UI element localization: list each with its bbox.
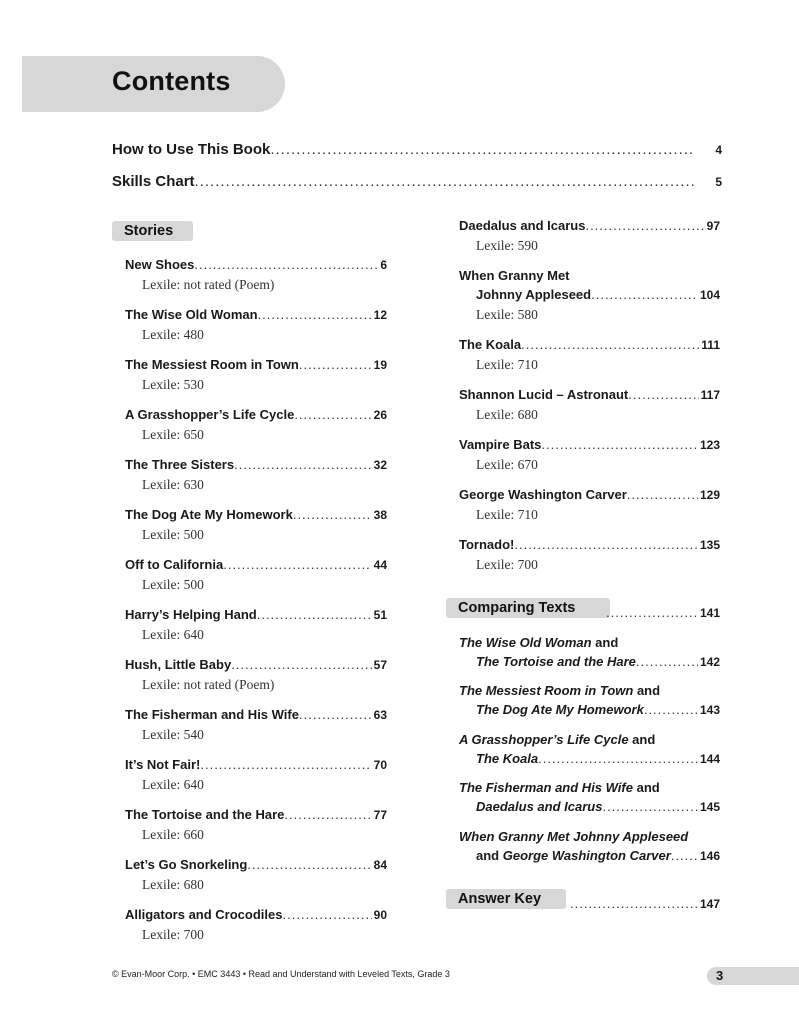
toc-entry-page: 146 bbox=[699, 849, 720, 863]
toc-entry-page: 26 bbox=[373, 408, 387, 422]
toc-entry-title: It’s Not Fair! bbox=[125, 757, 201, 772]
toc-entry-page: 123 bbox=[699, 438, 720, 452]
section-comparing-texts: Comparing Texts bbox=[446, 598, 610, 618]
toc-entry-title: New Shoes bbox=[125, 257, 195, 272]
leader-dots bbox=[514, 537, 698, 552]
toc-entry-title: Harry’s Helping Hand bbox=[125, 607, 257, 622]
lexile-level: Lexile: 540 bbox=[142, 727, 204, 742]
leader-dots bbox=[602, 799, 698, 814]
toc-entry-page: 32 bbox=[373, 458, 387, 472]
footer-text: © Evan-Moor Corp. • EMC 3443 • Read and Understand with Leveled Texts, Grade 3 bbox=[112, 969, 450, 979]
leader-dots bbox=[200, 757, 371, 772]
toc-entry[interactable] bbox=[125, 557, 387, 594]
toc-entry-title: The Messiest Room in Town bbox=[125, 357, 299, 372]
toc-entry-title: Hush, Little Baby bbox=[125, 657, 232, 672]
leader-dots bbox=[231, 657, 371, 672]
lexile-level: Lexile: 640 bbox=[142, 777, 204, 792]
leader-dots bbox=[270, 141, 694, 158]
toc-entry-title: A Grasshopper’s Life Cycle bbox=[459, 732, 629, 747]
lexile-level: Lexile: 580 bbox=[476, 307, 538, 322]
page-number: 3 bbox=[716, 968, 724, 983]
toc-entry-page: 104 bbox=[699, 288, 720, 302]
lexile-level: Lexile: 680 bbox=[476, 407, 538, 422]
toc-entry-title: The Koala bbox=[476, 751, 539, 766]
toc-entry[interactable] bbox=[125, 357, 387, 394]
toc-entry-page: 51 bbox=[373, 608, 387, 622]
toc-entry-page: 111 bbox=[701, 338, 720, 352]
toc-entry[interactable] bbox=[459, 537, 720, 574]
lexile-level: Lexile: 660 bbox=[142, 827, 204, 842]
lexile-level: Lexile: 680 bbox=[142, 877, 204, 892]
toc-entry-title: Johnny Appleseed bbox=[476, 287, 592, 302]
leader-dots bbox=[284, 807, 371, 822]
leader-dots bbox=[258, 307, 372, 322]
leader-dots bbox=[195, 173, 694, 190]
leader-dots bbox=[282, 907, 371, 922]
leader-dots bbox=[294, 407, 371, 422]
toc-entry[interactable] bbox=[125, 607, 387, 644]
lexile-level: Lexile: 530 bbox=[142, 377, 204, 392]
toc-entry-title: The Wise Old Woman bbox=[125, 307, 258, 322]
toc-entry-title: A Grasshopper’s Life Cycle bbox=[125, 407, 295, 422]
toc-entry-page: 143 bbox=[699, 703, 720, 717]
toc-entry[interactable] bbox=[125, 857, 387, 894]
toc-entry[interactable]: A Grasshopper’s Life Cycle and The Koala ..... 144 bbox=[459, 732, 720, 770]
toc-entry-title: George Washington Carver bbox=[502, 848, 671, 863]
toc-entry-title: Tornado! bbox=[459, 537, 515, 552]
lexile-level: Lexile: not rated (Poem) bbox=[142, 677, 275, 692]
toc-entry[interactable] bbox=[459, 218, 720, 255]
toc-entry[interactable]: The Messiest Room in Town and The Dog Ate My Homework ..... 143 bbox=[459, 683, 720, 721]
toc-entry-title: Daedalus and Icarus bbox=[476, 799, 603, 814]
toc-entry-title: Off to California bbox=[125, 557, 224, 572]
toc-entry[interactable] bbox=[459, 487, 720, 524]
toc-entry-page: 6 bbox=[380, 258, 387, 272]
toc-entry-answer-key[interactable] bbox=[570, 896, 720, 915]
toc-entry[interactable] bbox=[125, 507, 387, 544]
lexile-level: Lexile: 700 bbox=[476, 557, 538, 572]
leader-dots bbox=[299, 707, 372, 722]
leader-dots bbox=[585, 218, 704, 233]
toc-entry-page: 84 bbox=[373, 858, 387, 872]
leader-dots bbox=[234, 457, 372, 472]
toc-entry-page: 19 bbox=[373, 358, 387, 372]
lexile-level: Lexile: 700 bbox=[142, 927, 204, 942]
toc-entry[interactable] bbox=[125, 257, 387, 294]
lexile-level: Lexile: 650 bbox=[142, 427, 204, 442]
page-title: Contents bbox=[112, 66, 231, 96]
toc-entry-page: 144 bbox=[699, 752, 720, 766]
toc-entry-page: 77 bbox=[373, 808, 387, 822]
toc-entry-title: Shannon Lucid – Astronaut bbox=[459, 387, 629, 402]
lexile-level: Lexile: 670 bbox=[476, 457, 538, 472]
leader-dots bbox=[627, 487, 698, 502]
toc-entry-title: When Granny Met Johnny Appleseed bbox=[459, 829, 689, 844]
toc-entry-title: George Washington Carver bbox=[459, 487, 627, 502]
leader-dots bbox=[194, 257, 378, 272]
toc-entry-page: 12 bbox=[373, 308, 387, 322]
toc-entry-title: The Tortoise and the Hare bbox=[125, 807, 285, 822]
toc-entry-page: 141 bbox=[699, 606, 720, 620]
leader-dots bbox=[591, 287, 698, 302]
toc-entry-title: The Wise Old Woman bbox=[459, 635, 592, 650]
lexile-level: Lexile: 500 bbox=[142, 527, 204, 542]
toc-entry[interactable] bbox=[125, 407, 387, 444]
toc-entry[interactable] bbox=[125, 457, 387, 494]
leader-dots bbox=[541, 437, 698, 452]
toc-entry-page: 145 bbox=[699, 800, 720, 814]
toc-entry-title: The Messiest Room in Town bbox=[459, 683, 634, 698]
toc-entry-page: 38 bbox=[373, 508, 387, 522]
toc-entry-skills-chart[interactable] bbox=[112, 173, 722, 193]
leader-dots bbox=[293, 507, 372, 522]
toc-entry-title-line1: When Granny Met bbox=[459, 268, 570, 283]
toc-entry[interactable] bbox=[459, 268, 720, 324]
toc-entry-page: 90 bbox=[373, 908, 387, 922]
leader-dots bbox=[606, 605, 698, 620]
toc-entry-title: Let’s Go Snorkeling bbox=[125, 857, 248, 872]
lexile-level: Lexile: 710 bbox=[476, 507, 538, 522]
toc-entry-comparing-texts[interactable] bbox=[606, 605, 720, 624]
leader-dots bbox=[257, 607, 372, 622]
leader-dots bbox=[521, 337, 699, 352]
toc-entry[interactable] bbox=[125, 657, 387, 694]
leader-dots bbox=[644, 702, 698, 717]
toc-entry-page: 142 bbox=[699, 655, 720, 669]
toc-entry-page: 70 bbox=[373, 758, 387, 772]
toc-entry[interactable] bbox=[459, 337, 720, 374]
lexile-level: Lexile: 710 bbox=[476, 357, 538, 372]
toc-entry[interactable]: The Fisherman and His Wife and Daedalus and Icarus ..... 145 bbox=[459, 780, 720, 818]
toc-entry[interactable] bbox=[125, 907, 387, 944]
toc-entry[interactable] bbox=[459, 387, 720, 424]
toc-entry-page: 44 bbox=[373, 558, 387, 572]
lexile-level: Lexile: 500 bbox=[142, 577, 204, 592]
leader-dots bbox=[570, 896, 698, 911]
toc-entry-page: 4 bbox=[715, 143, 722, 157]
toc-entry-title: The Three Sisters bbox=[125, 457, 235, 472]
toc-entry-page: 57 bbox=[373, 658, 387, 672]
toc-entry-title: Alligators and Crocodiles bbox=[125, 907, 283, 922]
toc-entry-title: The Koala bbox=[459, 337, 522, 352]
toc-entry[interactable] bbox=[459, 437, 720, 474]
toc-entry-title: Skills Chart bbox=[112, 173, 195, 190]
toc-entry-title: The Dog Ate My Homework bbox=[125, 507, 293, 522]
lexile-level: Lexile: 640 bbox=[142, 627, 204, 642]
toc-entry[interactable] bbox=[125, 757, 387, 794]
leader-dots bbox=[628, 387, 698, 402]
toc-entry-page: 135 bbox=[699, 538, 720, 552]
toc-entry-title: Daedalus and Icarus bbox=[459, 218, 586, 233]
toc-entry[interactable]: The Wise Old Woman and The Tortoise and the Hare ..... 142 bbox=[459, 635, 720, 673]
section-answer-key: Answer Key bbox=[446, 889, 566, 909]
lexile-level: Lexile: 630 bbox=[142, 477, 204, 492]
leader-dots bbox=[636, 654, 698, 669]
leader-dots bbox=[538, 751, 698, 766]
leader-dots bbox=[671, 848, 698, 863]
toc-entry-page: 63 bbox=[373, 708, 387, 722]
toc-entry-title: Vampire Bats bbox=[459, 437, 542, 452]
lexile-level: Lexile: 590 bbox=[476, 238, 538, 253]
lexile-level: Lexile: 480 bbox=[142, 327, 204, 342]
toc-entry-title: The Dog Ate My Homework bbox=[476, 702, 644, 717]
leader-dots bbox=[299, 357, 372, 372]
toc-entry[interactable] bbox=[125, 707, 387, 744]
toc-entry-title: The Fisherman and His Wife bbox=[125, 707, 299, 722]
toc-entry-title: The Fisherman and His Wife bbox=[459, 780, 633, 795]
section-stories: Stories bbox=[112, 221, 193, 241]
lexile-level: Lexile: not rated (Poem) bbox=[142, 277, 275, 292]
toc-entry[interactable] bbox=[125, 807, 387, 844]
toc-entry-page: 97 bbox=[706, 219, 720, 233]
leader-dots bbox=[247, 857, 371, 872]
toc-entry-page: 117 bbox=[700, 388, 720, 402]
toc-entry-how-to-use[interactable] bbox=[112, 141, 722, 161]
toc-entry-page: 129 bbox=[699, 488, 720, 502]
toc-entry-title: How to Use This Book bbox=[112, 141, 271, 158]
toc-entry[interactable]: When Granny Met Johnny Appleseed and George Washington Carver ..... 146 bbox=[459, 829, 720, 867]
toc-entry[interactable] bbox=[125, 307, 387, 344]
leader-dots bbox=[223, 557, 371, 572]
toc-entry-page: 5 bbox=[715, 175, 722, 189]
toc-entry-page: 147 bbox=[699, 897, 720, 911]
toc-entry-title: The Tortoise and the Hare bbox=[476, 654, 636, 669]
